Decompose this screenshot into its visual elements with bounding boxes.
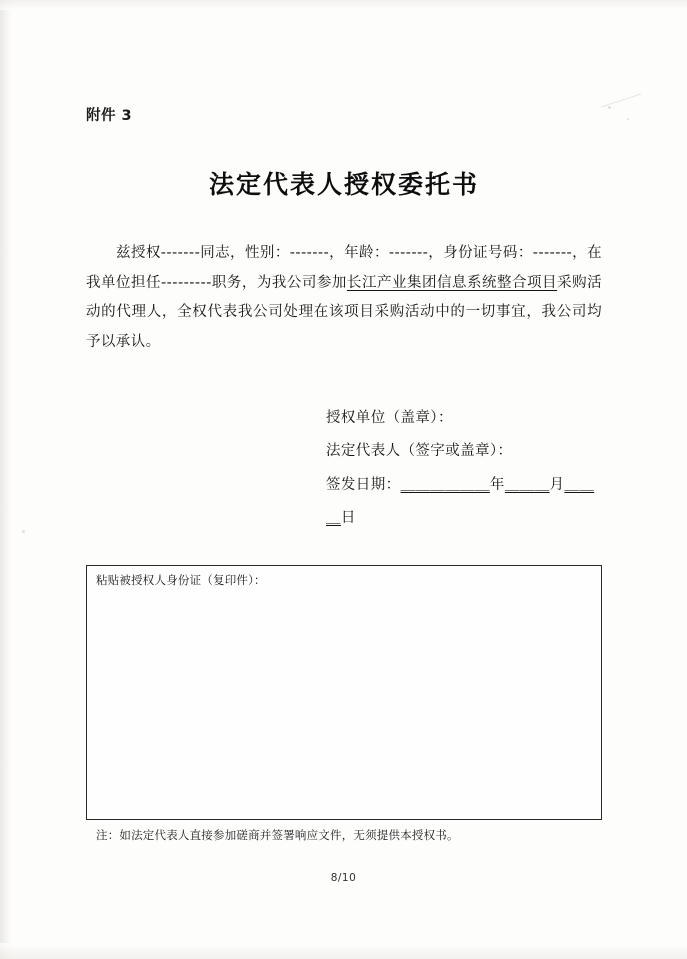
body-segment-2: 采购活动的代理人，全权代表我公司处理在该项目采购活动中的一切事宜，我公司均予以承认。 xyxy=(86,274,602,351)
id-card-paste-box xyxy=(86,565,602,820)
document-title: 法定代表人授权委托书 xyxy=(208,170,479,199)
document-content xyxy=(86,104,602,843)
body-segment-1: 兹授权-------同志，性别：-------，年龄：-------，身份证号码：-------，在我单位担任---------职务，为我公司参加 xyxy=(86,245,602,291)
authorizing-unit-line: 授权单位（盖章）： xyxy=(326,409,453,426)
attachment-label: 附件 3 xyxy=(86,108,133,124)
scan-speck xyxy=(627,118,629,120)
scan-edge-top xyxy=(0,0,687,10)
authorization-body-paragraph xyxy=(86,239,602,358)
project-name: 长江产业集团信息系统整合项目 xyxy=(346,274,558,291)
signature-block xyxy=(86,402,602,535)
issue-date-day-blank: ＿＿＿ xyxy=(326,476,595,526)
issue-date-label: 签发日期： xyxy=(326,476,401,493)
issue-date-month-unit: 月 xyxy=(549,476,565,493)
footnote: 注：如法定代表人直接参加磋商并签署响应文件，无须提供本授权书。 xyxy=(96,828,459,843)
issue-date-year-unit: 年 xyxy=(489,476,505,493)
scan-edge-left xyxy=(0,0,14,959)
issue-date-day-unit: 日 xyxy=(340,509,356,526)
scan-speck xyxy=(22,530,25,533)
scan-hairline xyxy=(601,94,641,108)
issue-date-year-blank: ＿＿＿＿＿＿ xyxy=(400,476,490,493)
scan-edge-bottom xyxy=(0,943,687,959)
scan-speck xyxy=(608,106,611,109)
legal-representative-line: 法定代表人（签字或盖章）： xyxy=(326,443,513,460)
issue-date-month-blank: ＿＿＿ xyxy=(504,476,550,493)
id-card-paste-hint: 粘贴被授权人身份证（复印件）： xyxy=(96,573,266,588)
page-number: 8/10 xyxy=(330,872,357,884)
issue-date-line xyxy=(326,469,602,536)
